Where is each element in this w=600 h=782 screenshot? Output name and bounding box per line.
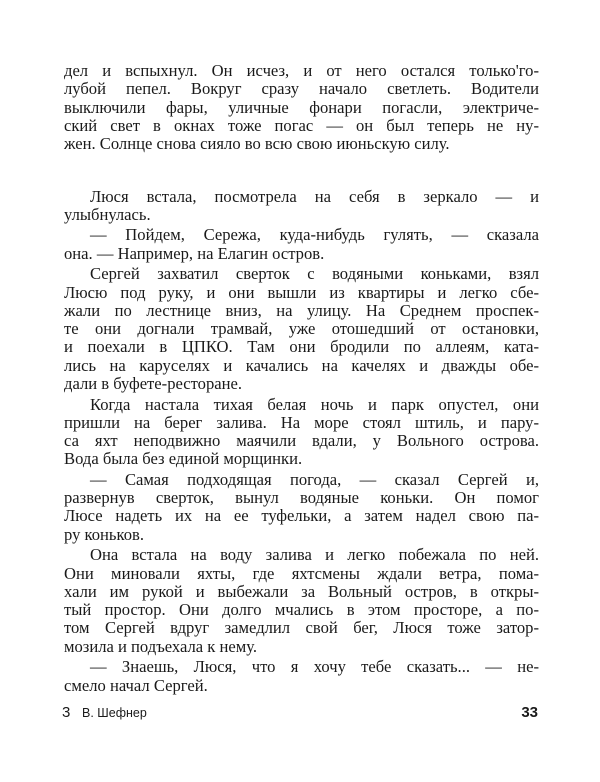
- text-line: ский свет в окнах тоже погас — он был теперь не ну-: [64, 115, 539, 135]
- text-line: лубой пепел. Вокруг сразу начало светлеть. Водители: [64, 79, 539, 99]
- text-line: Люсе надеть их на ее туфельки, а затем надел свою па-: [64, 506, 539, 526]
- text-line: Люсю под руку, и они вышли из квартиры и легко сбе-: [64, 282, 539, 302]
- text-line: Она встала на воду залива и легко побежала по ней.: [90, 545, 539, 565]
- text-line: — Пойдем, Сережа, куда-нибудь гулять, — сказала: [90, 225, 539, 245]
- text-line: выключили фары, уличные фонари погасли, электриче-: [64, 97, 539, 117]
- paragraph: [64, 226, 539, 263]
- text-line: са яхт неподвижно маячили вдали, у Вольного острова.: [64, 431, 539, 451]
- text-line: и поехали в ЦПКО. Там они бродили по аллеям, ката-: [64, 337, 539, 357]
- text-line: — Самая подходящая погода, — сказал Сергей и,: [90, 469, 539, 489]
- paragraph: [64, 396, 539, 469]
- page-footer: [62, 704, 538, 724]
- text-line: — Знаешь, Люся, что я хочу тебе сказать... — не-: [90, 657, 539, 677]
- text-line: хали им рукой и выбежали за Вольный остров, в откры-: [64, 581, 539, 601]
- text-line: жен. Солнце снова сияло во всю свою июньскую силу.: [64, 134, 450, 154]
- text-line: дали в буфете-ресторане.: [64, 374, 243, 394]
- text-line: тый простор. Они долго мчались в этом просторе, а по-: [64, 600, 539, 620]
- section-break: [64, 156, 539, 188]
- text-line: Сергей захватил сверток с водяными коньками, взял: [90, 264, 539, 284]
- paragraph: [64, 265, 539, 393]
- text-line: улыбнулась.: [64, 204, 151, 224]
- text-line: дел и вспыхнул. Он исчез, и от него остался только'го-: [64, 61, 539, 80]
- paragraph: [64, 188, 539, 225]
- text-line: том Сергей вдруг замедлил свой бег, Люся тоже затор-: [64, 618, 539, 638]
- text-line: Они миновали яхты, где яхтсмены ждали ветра, пома-: [64, 563, 539, 583]
- author-name: В. Шефнер: [82, 706, 147, 720]
- text-line: пришли на берег залива. На море стоял штиль, и пару-: [64, 412, 539, 432]
- text-line: Люся встала, посмотрела на себя в зеркало — и: [90, 186, 539, 206]
- text-line: мозила и подъехала к нему.: [64, 636, 258, 656]
- signature-mark: 3: [62, 704, 71, 721]
- book-page-text: [64, 62, 539, 697]
- paragraph: [64, 62, 539, 153]
- text-line: те они догнали трамвай, уже отошедший от остановки,: [64, 319, 539, 339]
- text-line: развернув сверток, вынул водяные коньки. Он помог: [64, 488, 539, 508]
- text-line: смело начал Сергей.: [64, 675, 208, 695]
- text-line: лись на каруселях и качались на качелях и дважды обе-: [64, 355, 539, 375]
- text-line: Вода была без единой морщинки.: [64, 449, 303, 469]
- paragraph: [64, 658, 539, 695]
- page-number: 33: [521, 704, 538, 721]
- text-line: Когда настала тихая белая ночь и парк опустел, они: [90, 394, 539, 414]
- paragraph: [64, 546, 539, 656]
- paragraph: [64, 471, 539, 544]
- text-line: жали по лестнице вниз, на улицу. На Среднем проспек-: [64, 300, 539, 320]
- text-line: ру коньков.: [64, 524, 144, 544]
- text-line: она. — Например, на Елагин остров.: [64, 243, 325, 263]
